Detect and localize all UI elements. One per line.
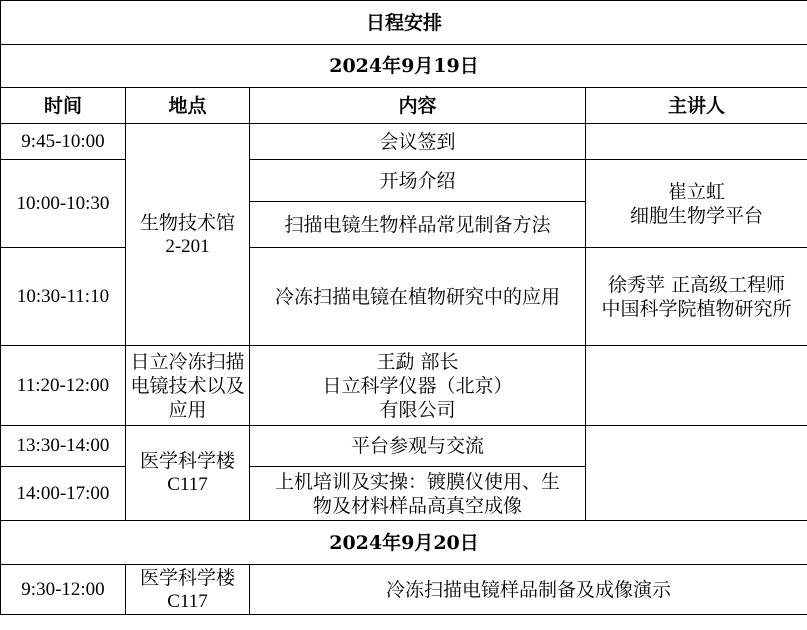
location-cell — [126, 124, 250, 346]
title-row — [1, 1, 807, 45]
speaker-cell-empty — [586, 124, 807, 160]
header-row — [1, 88, 807, 124]
header-location: 地点 — [126, 88, 250, 124]
time-cell: 11:20-12:00 — [1, 346, 126, 426]
speaker-name: 王勐 部长 — [376, 350, 459, 373]
table-row — [1, 248, 807, 346]
header-time: 时间 — [1, 88, 126, 124]
time-cell: 10:00-10:30 — [1, 160, 126, 248]
speaker-name: 崔立虹 — [668, 180, 726, 203]
speaker-cell — [586, 248, 807, 346]
content-line: 物及材料样品高真空成像 — [312, 494, 522, 517]
table-row — [1, 346, 807, 426]
date-row-day1 — [1, 45, 807, 88]
speaker-cell — [586, 160, 807, 248]
content-cell: 开场介绍 — [250, 160, 586, 202]
content-cell: 扫描电镜生物样品常见制备方法 — [250, 202, 586, 248]
location-room: C117 — [167, 590, 208, 612]
location-cell — [126, 565, 250, 615]
day2-date: 2024年9月20日 — [1, 521, 807, 565]
table-row — [1, 426, 807, 467]
time-cell: 10:30-11:10 — [1, 248, 126, 346]
table-title: 日程安排 — [1, 1, 807, 45]
content-cell: 日立冷冻扫描电镜技术以及应用 — [126, 346, 250, 426]
speaker-affiliation-cont: 有限公司 — [379, 398, 456, 421]
location-room: 2-201 — [165, 235, 210, 257]
header-speaker: 主讲人 — [586, 88, 807, 124]
time-cell: 9:45-10:00 — [1, 124, 126, 160]
content-cell: 冷冻扫描电镜样品制备及成像演示 — [250, 565, 807, 615]
time-cell: 13:30-14:00 — [1, 426, 126, 467]
speaker-affiliation: 日立科学仪器（北京） — [322, 374, 513, 397]
content-line: 上机培训及实操：镀膜仪使用、生 — [274, 470, 560, 493]
speaker-cell-empty — [586, 426, 807, 521]
content-cell — [250, 467, 586, 521]
location-cell — [126, 426, 250, 521]
content-cell: 会议签到 — [250, 124, 586, 160]
content-cell: 冷冻扫描电镜在植物研究中的应用 — [250, 248, 586, 346]
speaker-affiliation: 细胞生物学平台 — [630, 204, 764, 227]
table-row — [1, 124, 807, 160]
time-cell: 14:00-17:00 — [1, 467, 126, 521]
speaker-affiliation: 中国科学院植物研究所 — [601, 297, 792, 320]
time-cell: 9:30-12:00 — [1, 565, 126, 615]
location-name: 生物技术馆 — [139, 211, 235, 234]
header-content: 内容 — [250, 88, 586, 124]
location-room: C117 — [167, 474, 208, 495]
location-name: 医学科学楼 — [139, 566, 235, 589]
speaker-cell — [250, 346, 586, 426]
day1-date: 2024年9月19日 — [1, 45, 807, 88]
table-row — [1, 565, 807, 615]
location-name: 医学科学楼 — [139, 450, 235, 472]
date-row-day2 — [1, 521, 807, 565]
content-cell: 平台参观与交流 — [250, 426, 586, 467]
table-row — [1, 160, 807, 202]
speaker-name: 徐秀苹 正高级工程师 — [607, 273, 786, 296]
